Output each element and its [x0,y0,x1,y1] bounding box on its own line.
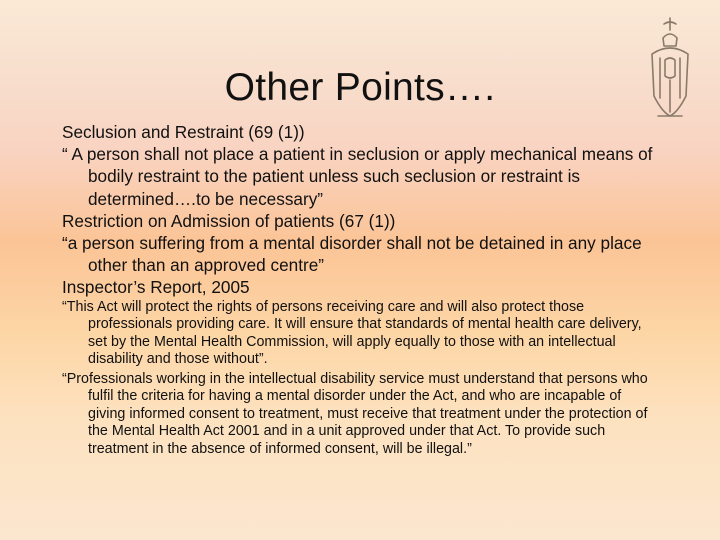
heading-seclusion-restraint: Seclusion and Restraint (69 (1)) [62,122,305,142]
heading-restriction-admission: Restriction on Admission of patients (67 (1)) [62,210,396,231]
slide-body [62,121,662,458]
report-quote-2: “Professionals working in the intellectual disability service must understand that persons who fulfil the criteria for having a mental disorder under the Act, and who are incapable of giving informed consent to treatment, must receive that treatment under the protection of the Mental Health Act 2001 and in a unit approved under that Act. To provide such treatment in the absence of informed consent, will be illegal.” [62,370,648,457]
quote-admission: “a person suffering from a mental disorder shall not be detained in any place other than an approved centre” [62,233,642,276]
crest-logo-icon [648,16,692,126]
heading-inspectors-report: Inspector’s Report, 2005 [62,277,250,298]
quote-seclusion: “ A person shall not place a patient in seclusion or apply mechanical means of bodily restraint to the patient unless such seclusion or restraint is determined….to be necessary” [62,144,653,209]
report-quote-1: “This Act will protect the rights of persons receiving care and will also protect those professionals providing care. It will ensure that standards of mental health care delivery, set by the Mental Health Commission, will apply equally to those with an intellectual disability and those without”. [62,298,642,368]
slide-title: Other Points…. [224,66,496,109]
